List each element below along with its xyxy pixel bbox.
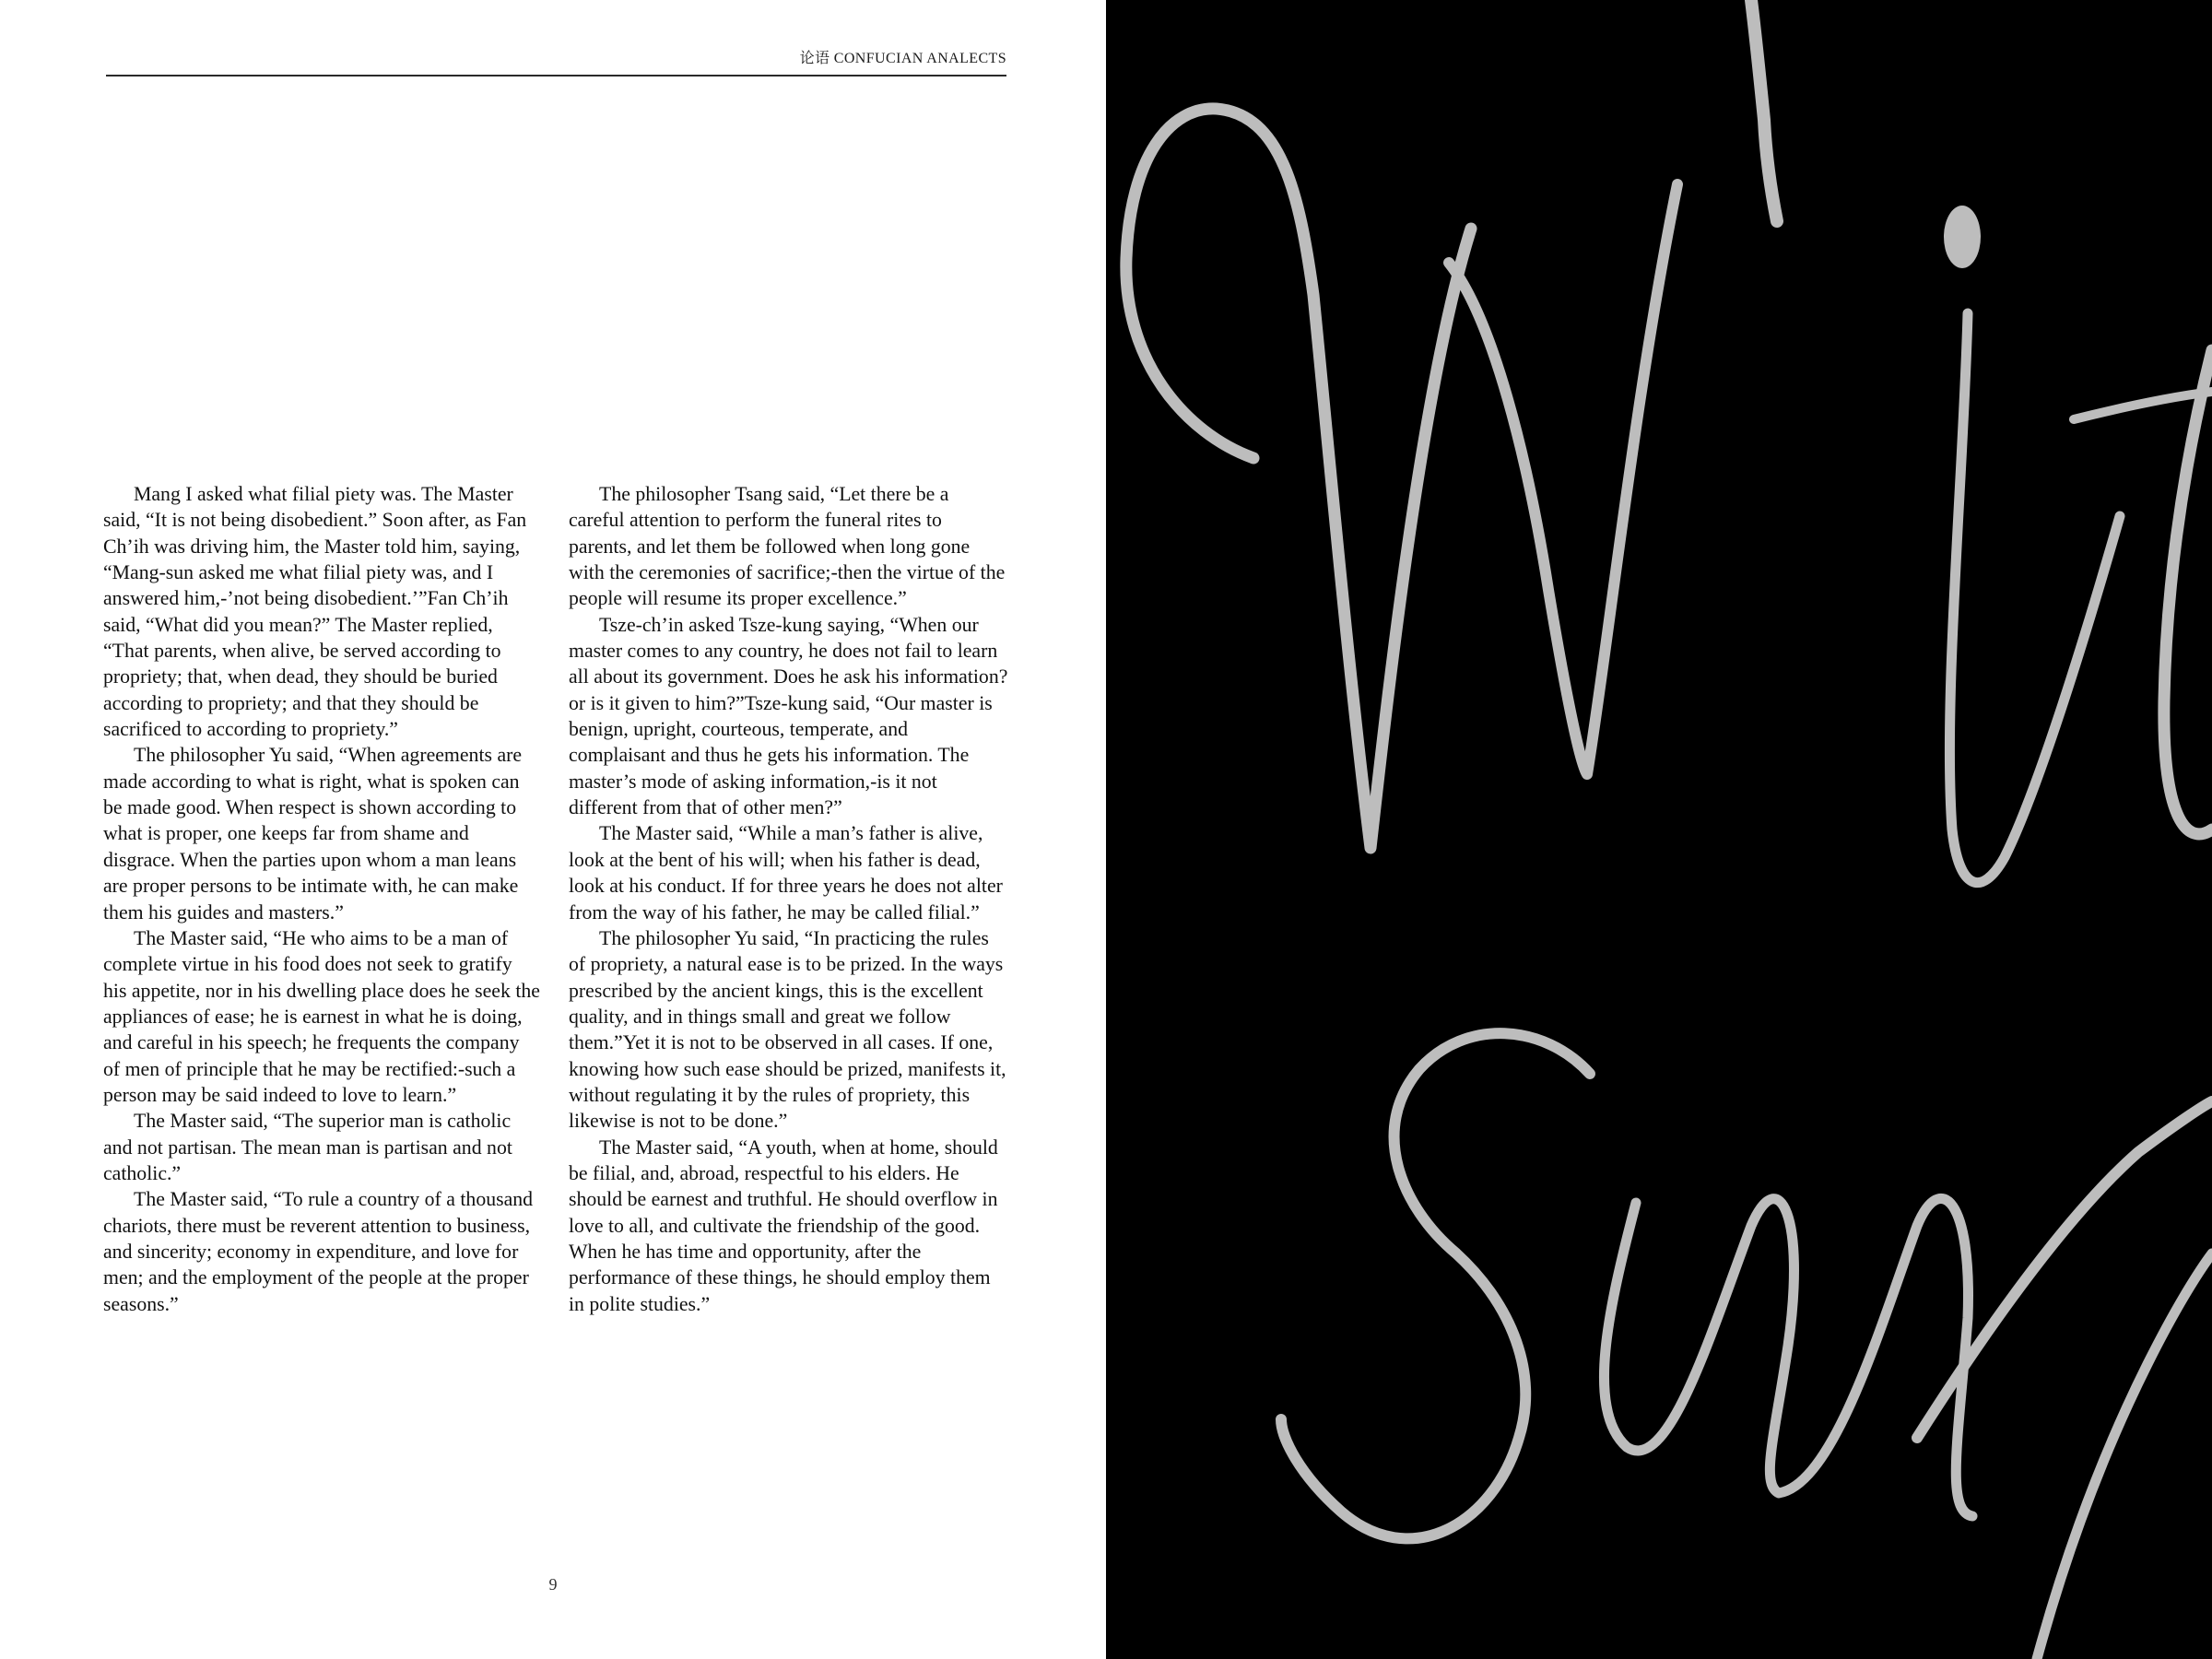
paragraph: The Master said, “The superior man is catholic and not partisan. The mean man is partisan and not catholic.” [103, 1110, 512, 1184]
paragraph: The philosopher Yu said, “When agreements are made according to what is right, what is spoken can be made good. When respect is shown according to what is proper, one keeps far from shame and disgrace. When the parties upon whom a man leans are proper persons to be intimate with, he can make them his guides and masters.” [103, 744, 523, 924]
paragraph: The Master said, “He who aims to be a man of complete virtue in his food does not seek to gratify his appetite, nor in his dwelling place does he seek the appliances of ease; he is earnest in what he is doing, and careful in his speech; he frequents the company of men of principle that he may be rectified:-such a person may be said indeed to love to learn.” [103, 926, 540, 1106]
running-header [106, 46, 1006, 76]
text-column-left [103, 481, 540, 1317]
paragraph: The Master said, “While a man’s father is alive, look at the bent of his will; when his father is dead, look at his conduct. If for three years he does not alter from the way of his father, he may be called filial.” [569, 822, 1003, 924]
paragraph: The philosopher Tsang said, “Let there be a careful attention to perform the funeral rites to parents, and let them be followed when long gone with the ceremonies of sacrifice;-then the virtue of the people will resume its proper excellence.” [569, 483, 1006, 610]
paragraph: The philosopher Yu said, “In practicing the rules of propriety, a natural ease is to be prized. In the ways prescribed by the ancient kings, this is the excellent quality, and in things small and great we follow them.”Yet it is not to be observed in all cases. If one, knowing how such ease should be prized, manifests it, without regulating it by the rules of propriety, this likewise is not to be done.” [569, 926, 1006, 1133]
paragraph: Tsze-ch’in asked Tsze-kung saying, “When our master comes to any country, he does not fail to learn all about its government. Does he ask his information? or is it given to him?”Tsze-kung said, “Our master is benign, upright, courteous, temperate, and complaisant and thus he gets his information. The master’s mode of asking information,-is it not different from that of other men?” [569, 613, 1008, 819]
paragraph: The Master said, “A youth, when at home, should be filial, and, abroad, respectful to his elders. He should be earnest and truthful. He should overflow in love to all, and cultivate the friendship of the good. When he has time and opportunity, after the performance of these things, he should employ them in polite studies.” [569, 1135, 998, 1315]
paragraph: The Master said, “To rule a country of a thousand chariots, there must be reverent attention to business, and sincerity; economy in expenditure, and love for men; and the employment of the people at the proper seasons.” [103, 1188, 534, 1315]
page-number: 9 [548, 1575, 558, 1594]
running-title: 论语 CONFUCIAN ANALECTS [799, 51, 1006, 66]
i-dot-icon [1944, 206, 1981, 268]
handwritten-lettering-art-icon [1106, 0, 2212, 1659]
text-column-right [569, 481, 1009, 1317]
paragraph: Mang I asked what filial piety was. The Master said, “It is not being disobedient.” Soon after, as Fan Ch’ih was driving him, the Master told him, saying, “Mang-sun asked me what filial piety was, and I answered him,-’not being disobedient.’”Fan Ch’ih said, “What did you mean?” The Master replied, “That parents, when alive, be served according to propriety; that, when dead, they should be buried according to propriety; and that they should be sacrificed to according to propriety.” [103, 483, 527, 741]
lettering-art-page [1106, 0, 2212, 1659]
